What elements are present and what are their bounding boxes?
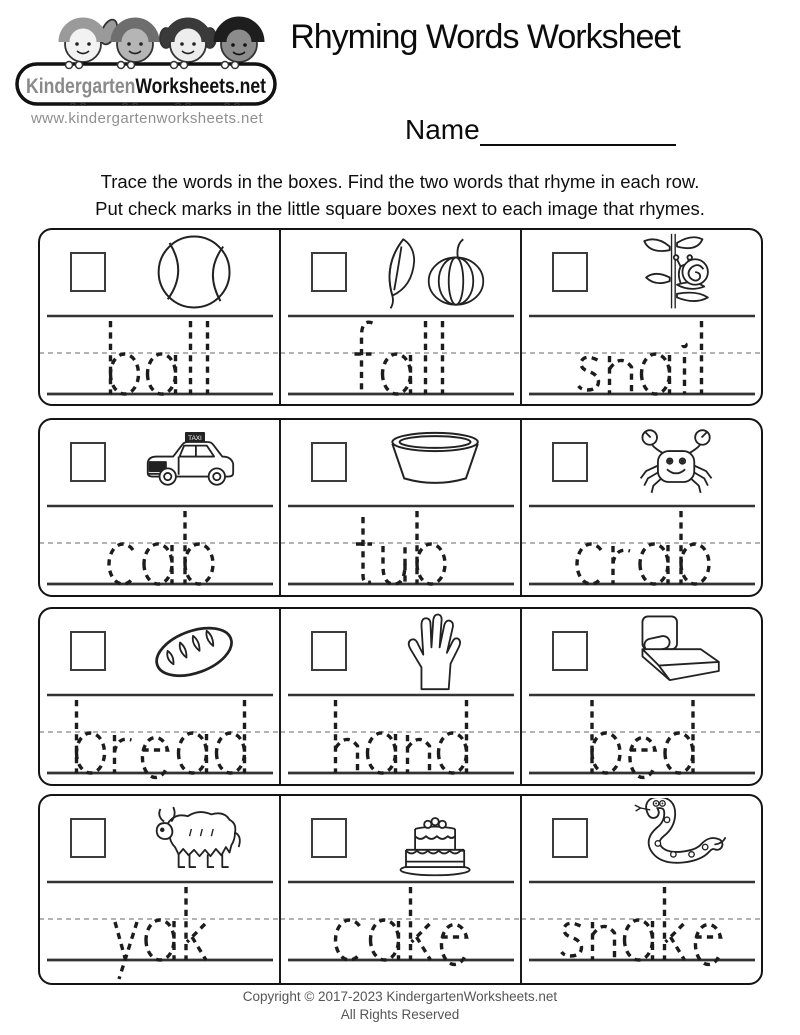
trace-word-snake [521, 878, 762, 980]
trace-word-ball [40, 312, 279, 404]
worksheet-row-4 [38, 794, 763, 985]
worksheet-cell-snail [520, 230, 761, 404]
worksheet-row-2 [38, 418, 763, 597]
instructions [0, 168, 800, 222]
rhyme-checkbox-tub[interactable] [311, 442, 347, 482]
rhyme-checkbox-bed[interactable] [552, 631, 588, 671]
trace-word-hand [280, 691, 521, 784]
name-label: Name [405, 114, 480, 145]
rhyme-checkbox-snake[interactable] [552, 818, 588, 858]
worksheet-grid [38, 228, 763, 985]
footer [0, 988, 800, 1024]
rhyme-checkbox-yak[interactable] [70, 818, 106, 858]
worksheet-cell-fall [279, 230, 520, 404]
tub-icon [355, 422, 516, 502]
taxi-icon [114, 422, 275, 502]
rhyme-checkbox-fall[interactable] [311, 252, 347, 292]
copyright-text: Copyright © 2017-2023 KindergartenWorksheets.net [242, 989, 558, 1004]
trace-word-tub [280, 502, 521, 595]
logo-brand-black: Worksheets.net [135, 75, 282, 98]
bed-icon [596, 611, 757, 691]
rhyme-checkbox-bread[interactable] [70, 631, 106, 671]
rhyme-checkbox-cake[interactable] [311, 818, 347, 858]
leaf-and-pumpkin-icon [355, 232, 516, 312]
rhyme-checkbox-crab[interactable] [552, 442, 588, 482]
logo-brand-gray: Kindergarten [26, 75, 157, 98]
rights-text: All Rights Reserved [340, 1007, 460, 1022]
crab-icon [596, 422, 757, 502]
snake-icon [596, 798, 757, 878]
trace-word-yak [40, 878, 279, 980]
worksheet-cell-cake [279, 796, 520, 983]
worksheet-cell-snake [520, 796, 761, 983]
trace-word-fall [280, 312, 521, 404]
worksheet-cell-yak [40, 796, 279, 983]
instructions-line-1: Trace the words in the boxes. Find the two words that rhyme in each row. [100, 171, 700, 192]
worksheet-row-1 [38, 228, 763, 406]
trace-word-crab [521, 502, 762, 595]
instructions-line-2: Put check marks in the little square boxes next to each image that rhymes. [95, 198, 705, 219]
logo-kid-boy [116, 23, 154, 62]
bread-loaf-icon [114, 611, 275, 691]
worksheet-row-3 [38, 607, 763, 786]
worksheet-cell-ball [40, 230, 279, 404]
rhyme-checkbox-cab[interactable] [70, 442, 106, 482]
worksheet-cell-hand [279, 609, 520, 784]
name-row [405, 114, 676, 146]
trace-word-cab [40, 502, 279, 595]
cake-icon [355, 798, 516, 878]
svg-text:TAXI: TAXI [188, 435, 203, 443]
worksheet-cell-tub [279, 420, 520, 595]
name-field[interactable] [480, 114, 676, 146]
worksheet-cell-bed [520, 609, 761, 784]
rhyme-checkbox-ball[interactable] [70, 252, 106, 292]
logo-brand-text [26, 75, 282, 98]
worksheet-cell-cab [40, 420, 279, 595]
worksheet-cell-crab [520, 420, 761, 595]
snail-icon [596, 232, 757, 312]
trace-word-bread [40, 691, 279, 784]
website-url: www.kindergartenworksheets.net [30, 110, 264, 127]
worksheet-cell-bread [40, 609, 279, 784]
page-title: Rhyming Words Worksheet [290, 18, 680, 56]
logo-kid-girl-pigtails [160, 23, 216, 62]
yak-icon [114, 798, 275, 878]
baseball-icon [114, 232, 275, 312]
rhyme-checkbox-snail[interactable] [552, 252, 588, 292]
trace-word-bed [521, 691, 762, 784]
trace-word-cake [280, 878, 521, 980]
trace-word-snail [521, 312, 762, 404]
hand-icon [355, 611, 516, 691]
rhyme-checkbox-hand[interactable] [311, 631, 347, 671]
